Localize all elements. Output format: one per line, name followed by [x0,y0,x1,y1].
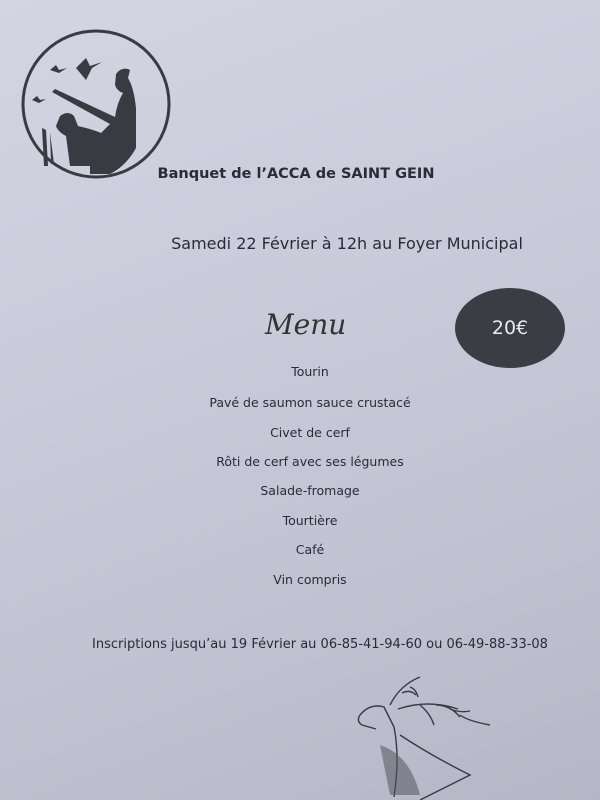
event-date-location: Samedi 22 Février à 12h au Foyer Municipal [171,234,523,253]
hunter-dog-ducks-logo [20,28,172,180]
registration-info: Inscriptions jusqu’au 19 Février au 06-85-41-94-60 ou 06-49-88-33-08 [92,637,548,652]
menu-item: Salade-fromage [260,483,360,498]
menu-item: Tourin [291,364,329,379]
event-title-text: Banquet de l’ACCA de SAINT GEIN [157,166,435,182]
menu-item: Rôti de cerf avec ses légumes [216,454,404,469]
menu-item: Café [295,542,325,557]
price-badge: 20€ [455,288,565,368]
menu-heading: Menu [265,308,347,341]
menu-item: Vin compris [273,572,347,587]
menu-item: Civet de cerf [270,425,350,440]
deer-sketch [340,675,510,800]
event-title [0,166,600,182]
menu-item: Pavé de saumon sauce crustacé [209,395,411,410]
menu-item: Tourtière [282,513,338,528]
